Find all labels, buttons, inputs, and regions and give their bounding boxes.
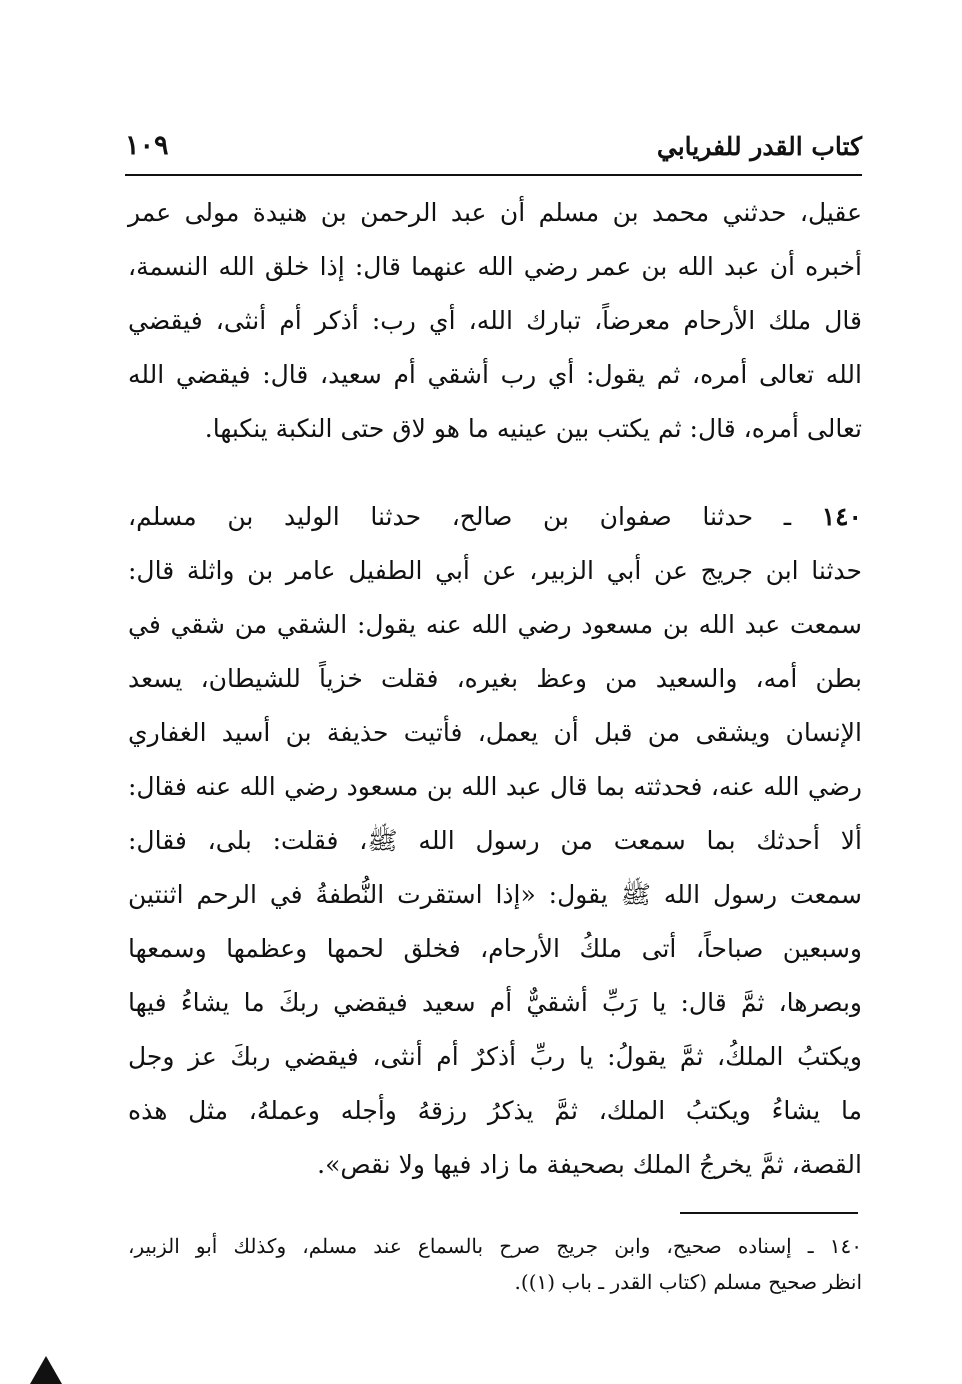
text-line: ويكتبُ الملكُ، ثمَّ يقولُ: يا ربِّ أذكرٌ أم أنثى، فيقضي ربكَ عز وجل <box>128 1042 862 1071</box>
header-divider <box>125 174 862 176</box>
text-line: أخبره أن عبد الله بن عمر رضي الله عنهما قال: إذا خلق الله النسمة، <box>128 252 862 281</box>
text-line: ألا أحدثك بما سمعت من رسول الله ﷺ، فقلت: بلى، فقال: <box>128 826 862 855</box>
text-line: رضي الله عنه، فحدثته بما قال عبد الله بن مسعود رضي الله عنه فقال: <box>128 772 862 801</box>
text-line: وبصرها، ثمَّ قال: يا رَبِّ أشقيٌّ أم سعيد فيقضي ربكَ ما يشاءُ فيها <box>128 988 862 1017</box>
footnote-line: انظر صحيح مسلم (كتاب القدر ـ باب (١)). <box>514 1270 862 1294</box>
text-line: القصة، ثمَّ يخرجُ الملك بصحيفة ما زاد فيها ولا نقص». <box>317 1150 862 1179</box>
text-line: الإنسان ويشقى من قبل أن يعمل، فأتيت حذيفة بن أسيد الغفاري <box>128 718 862 747</box>
text-line: بطن أمه، والسعيد من وعظ بغيره، فقلت خزياً للشيطان، يسعد <box>128 664 862 693</box>
text-line: سمعت عبد الله بن مسعود رضي الله عنه يقول: الشقي من شقي في <box>128 610 862 639</box>
hadith-140-paragraph <box>128 490 862 1192</box>
text-line: حدثنا ابن جريج عن أبي الزبير، عن أبي الطفيل عامر بن واثلة قال: <box>128 556 862 585</box>
paragraph-continuation <box>128 186 862 456</box>
text-line: تعالى أمره، قال: ثم يكتب بين عينيه ما هو لاق حتى النكبة ينكبها. <box>204 414 862 443</box>
page-number: ١٠٩ <box>125 130 169 161</box>
text-line: وسبعين صباحاً، أتى ملكُ الأرحام، فخلق لحمها وعظمها وسمعها <box>128 934 862 963</box>
text-line: عقيل، حدثني محمد بن مسلم أن عبد الرحمن بن هنيدة مولى عمر <box>128 198 862 227</box>
text-line-opening: ـ حدثنا صفوان بن صالح، حدثنا الوليد بن مسلم، <box>128 502 792 531</box>
text-line: سمعت رسول الله ﷺ يقول: «إذا استقرت النُّطفةُ في الرحم اثنتين <box>128 880 862 909</box>
book-title: كتاب القدر للفريابي <box>656 132 862 161</box>
page-corner-mark <box>30 1356 62 1384</box>
text-line: قال ملك الأرحام معرضاً، تبارك الله، أي رب: أذكر أم أنثى، فيقضي <box>128 306 862 335</box>
text-line-first <box>128 490 862 544</box>
hadith-number: ١٤٠ <box>821 502 862 531</box>
text-line: ما يشاءُ ويكتبُ الملك، ثمَّ يذكرُ رزقهُ وأجله وعملهُ، مثل هذه <box>128 1096 862 1125</box>
page-header <box>125 128 862 174</box>
text-line: الله تعالى أمره، ثم يقول: أي رب أشقي أم سعيد، قال: فيقضي الله <box>128 360 862 389</box>
footnote-line: ١٤٠ ـ إسناده صحيح، وابن جريج صرح بالسماع عند مسلم، وكذلك أبو الزبير، <box>128 1234 862 1258</box>
footnote <box>128 1228 862 1300</box>
footnote-divider <box>680 1212 858 1214</box>
